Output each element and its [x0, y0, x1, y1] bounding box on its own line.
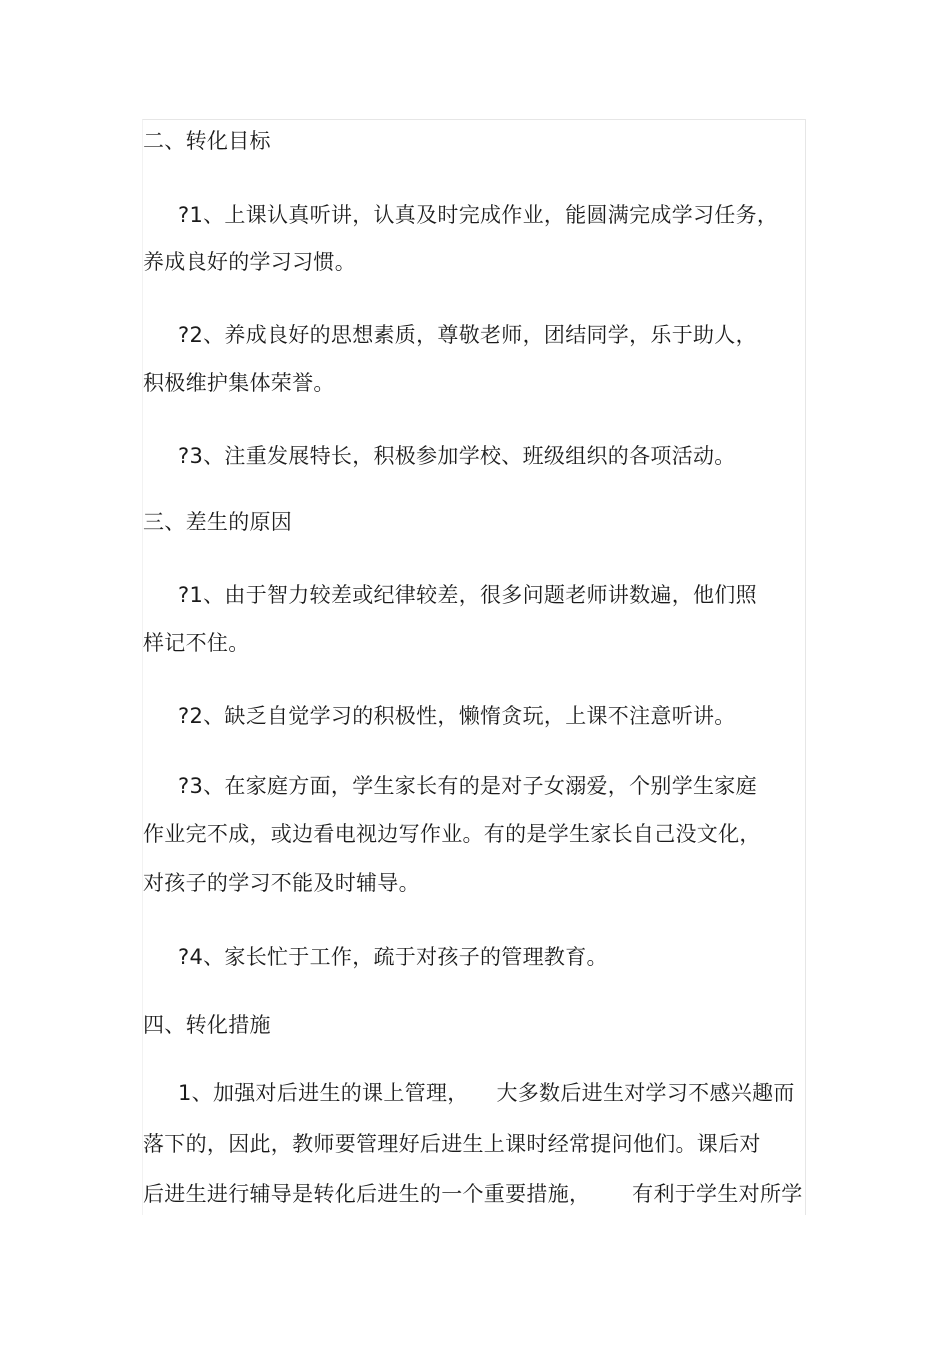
paragraph-line: ?4、家长忙于工作，疏于对孩子的管理教育。 — [178, 945, 608, 969]
page-frame — [142, 119, 806, 1215]
paragraph-line: ?1、上课认真听讲，认真及时完成作业，能圆满完成学习任务， — [178, 203, 779, 227]
paragraph-line: ?3、在家庭方面，学生家长有的是对子女溺爱，个别学生家庭 — [178, 774, 757, 798]
paragraph-line: ?2、养成良好的思想素质，尊敬老师，团结同学，乐于助人， — [178, 323, 757, 347]
paragraph-line: ?1、由于智力较差或纪律较差，很多问题老师讲数遍，他们照 — [178, 583, 757, 607]
paragraph-line: 积极维护集体荣誉。 — [143, 371, 335, 395]
paragraph-line: ?3、注重发展特长，积极参加学校、班级组织的各项活动。 — [178, 444, 736, 468]
paragraph-line: ?2、缺乏自觉学习的积极性，懒惰贪玩，上课不注意听讲。 — [178, 704, 736, 728]
paragraph-line: 对孩子的学习不能及时辅导。 — [143, 871, 420, 895]
paragraph-line: 养成良好的学习习惯。 — [143, 250, 356, 274]
heading-measures: 四、转化措施 — [143, 1013, 271, 1037]
paragraph-line: 作业完不成，或边看电视边写作业。有的是学生家长自己没文化， — [143, 822, 761, 846]
heading-causes: 三、差生的原因 — [143, 510, 293, 534]
paragraph-line: 落下的，因此，教师要管理好后进生上课时经常提问他们。课后对 — [143, 1132, 761, 1156]
heading-transform-goals: 二、转化目标 — [143, 129, 271, 153]
paragraph-line: 后进生进行辅导是转化后进生的一个重要措施， 有利于学生对所学 — [143, 1182, 803, 1206]
paragraph-line: 1、加强对后进生的课上管理， 大多数后进生对学习不感兴趣而 — [178, 1081, 795, 1105]
paragraph-line: 样记不住。 — [143, 631, 250, 655]
